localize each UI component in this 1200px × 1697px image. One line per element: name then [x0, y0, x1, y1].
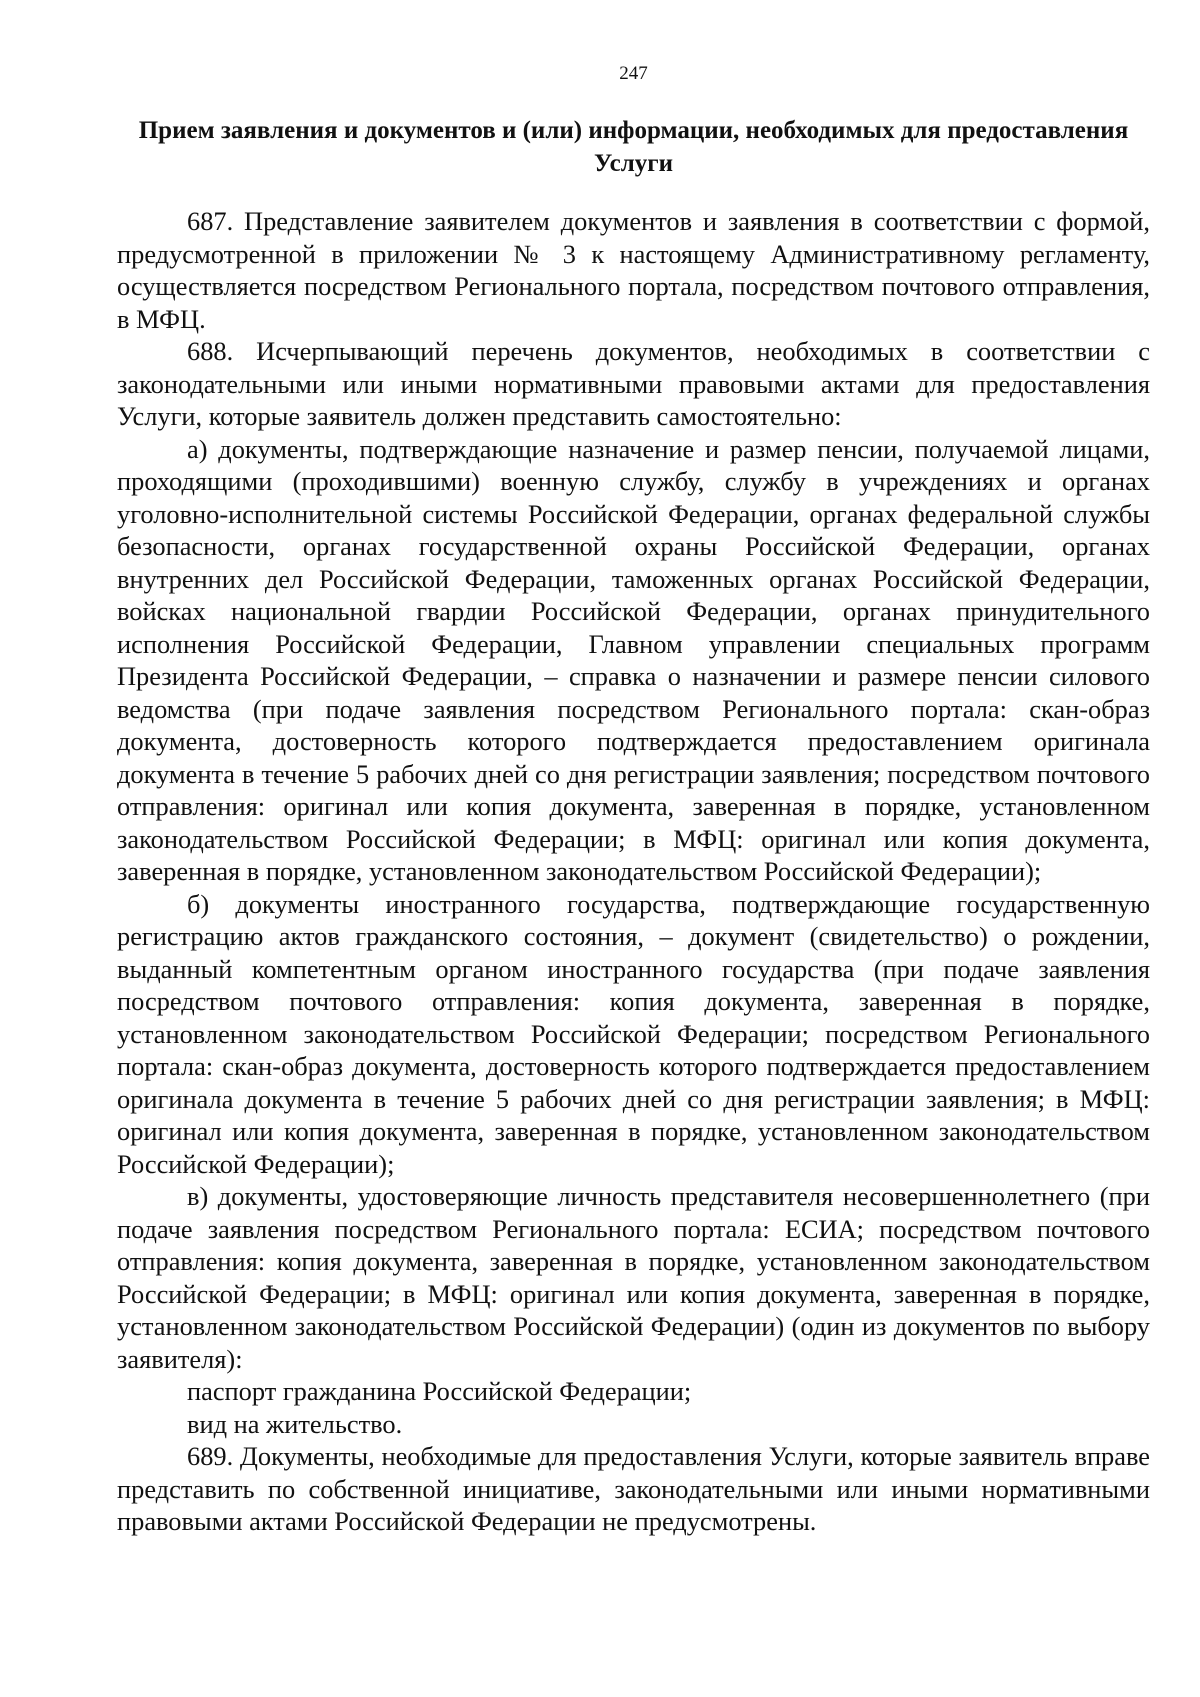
page-number: 247: [619, 63, 648, 84]
section-title: Прием заявления и документов и (или) информации, необходимых для предоставления Услуги: [138, 117, 1129, 177]
list-item-passport: паспорт гражданина Российской Федерации;: [187, 1376, 692, 1406]
paragraph-688-b: б) документы иностранного государства, подтверждающие государственную регистрацию актов гражданского состояния, – документ (свидетельство) о рождении, выданный компетентным органом иностранного государства (при подаче заявления посредством почтового отправления: копия документа, заверенная в порядке, установленном законодательством Российской Федерации; посредством Регионального портала: скан-образ документа, достоверность которого подтверждается предоставлением оригинала документа в течение 5 рабочих дней со дня регистрации заявления; в МФЦ: оригинал или копия документа, заверенная в порядке, установленном законодательством Российской Федерации);: [117, 888, 1150, 1179]
paragraph-688-a: а) документы, подтверждающие назначение и размер пенсии, получаемой лицами, проходящими (проходившими) военную службу, службу в учреждениях и органах уголовно-исполнительной системы Российской Федерации, органах федеральной службы безопасности, органах государственной охраны Российской Федерации, органах внутренних дел Российской Федерации, таможенных органах Российской Федерации, войсках национальной гвардии Российской Федерации, органах принудительного исполнения Российской Федерации, Главном управлении специальных программ Президента Российской Федерации, – справка о назначении и размере пенсии силового ведомства (при подаче заявления посредством Регионального портала: скан-образ документа, достоверность которого подтверждается предоставлением оригинала документа в течение 5 рабочих дней со дня регистрации заявления; посредством почтового отправления: оригинал или копия документа, заверенная в порядке, установленном законодательством Российской Федерации; в МФЦ: оригинал или копия документа, заверенная в порядке, установленном законодательством Российской Федерации);: [117, 433, 1150, 886]
paragraph-687: 687. Представление заявителем документов и заявления в соответствии с формой, предусмотренной в приложении № 3 к настоящему Административному регламенту, осуществляется посредством Регионального портала, посредством почтового отправления, в МФЦ.: [117, 206, 1150, 334]
paragraph-688: 688. Исчерпывающий перечень документов, необходимых в соответствии с законодательными или иными нормативными правовыми актами для предоставления Услуги, которые заявитель должен представить самостоятельно:: [117, 336, 1150, 431]
document-page: [117, 62, 1150, 1538]
paragraph-688-v: в) документы, удостоверяющие личность представителя несовершеннолетнего (при подаче заявления посредством Регионального портала: ЕСИА; посредством почтового отправления: копия документа, заверенная в порядке, установленном законодательством Российской Федерации; в МФЦ: оригинал или копия документа, заверенная в порядке, установленном законодательством Российской Федерации) (один из документов по выбору заявителя):: [117, 1181, 1150, 1374]
list-item-residence-permit: вид на жительство.: [187, 1408, 403, 1439]
paragraph-689: 689. Документы, необходимые для предоставления Услуги, которые заявитель вправе представить по собственной инициативе, законодательными или иными нормативными правовыми актами Российской Федерации не предусмотрены.: [117, 1441, 1150, 1536]
